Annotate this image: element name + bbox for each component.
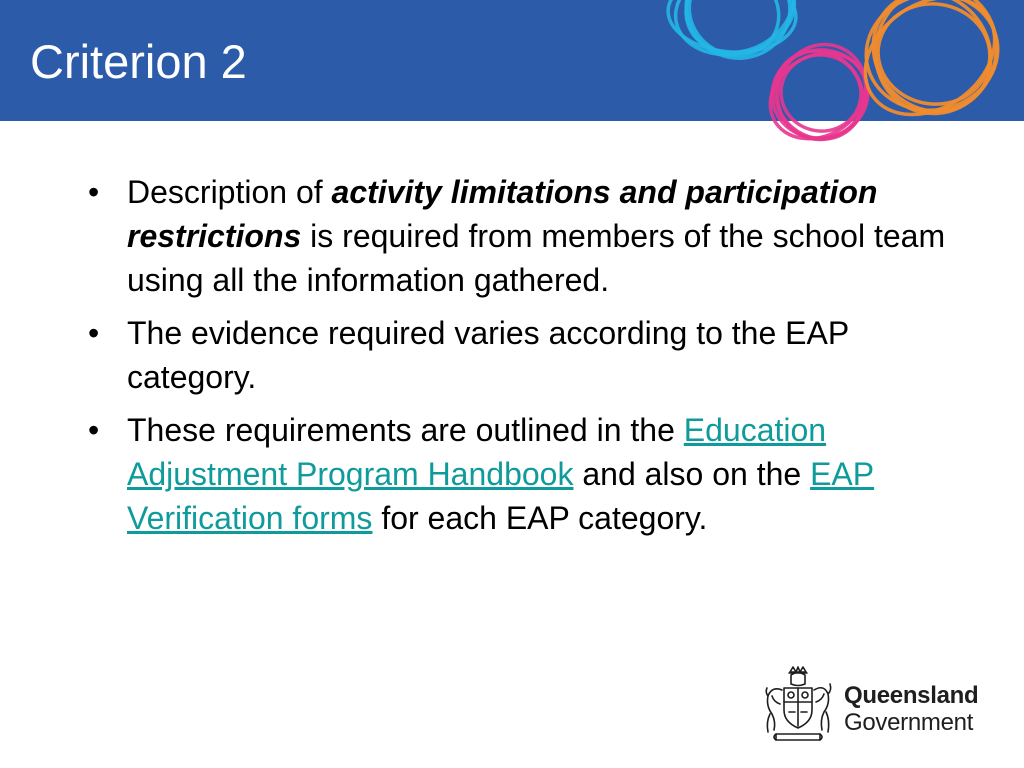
bullet-symbol: • [88,174,100,210]
bullet-text: for each EAP category. [372,500,708,536]
bullet-text: and also on the [573,456,811,492]
handbook-link[interactable]: Education Adjustment Program Handbook [127,412,827,492]
bullet-symbol: • [88,315,100,351]
bullet-text: These requirements are outlined in the [127,412,684,448]
bullet-item [88,311,958,399]
bullet-item [88,170,958,302]
bullet-list [88,170,958,549]
queensland-coat-of-arms-icon [762,666,834,746]
emphasis-text: activity limitations and participation restrictions [127,174,878,254]
logo-wordmark-government: Government [844,709,974,736]
logo-wordmark-queensland: Queensland [844,682,979,709]
scribble-circles-icon [660,0,1024,160]
bullet-item [88,408,958,540]
queensland-government-logo [762,666,982,746]
verification-forms-link[interactable]: EAP Verification forms [127,456,875,536]
bullet-text: Description of [127,174,332,210]
bullet-text: The evidence required varies according to the EAP category. [127,315,849,395]
slide-title: Criterion 2 [30,35,247,88]
bullet-text: is required from members of the school team using all the information gathered. [127,218,946,298]
bullet-symbol: • [88,412,100,448]
